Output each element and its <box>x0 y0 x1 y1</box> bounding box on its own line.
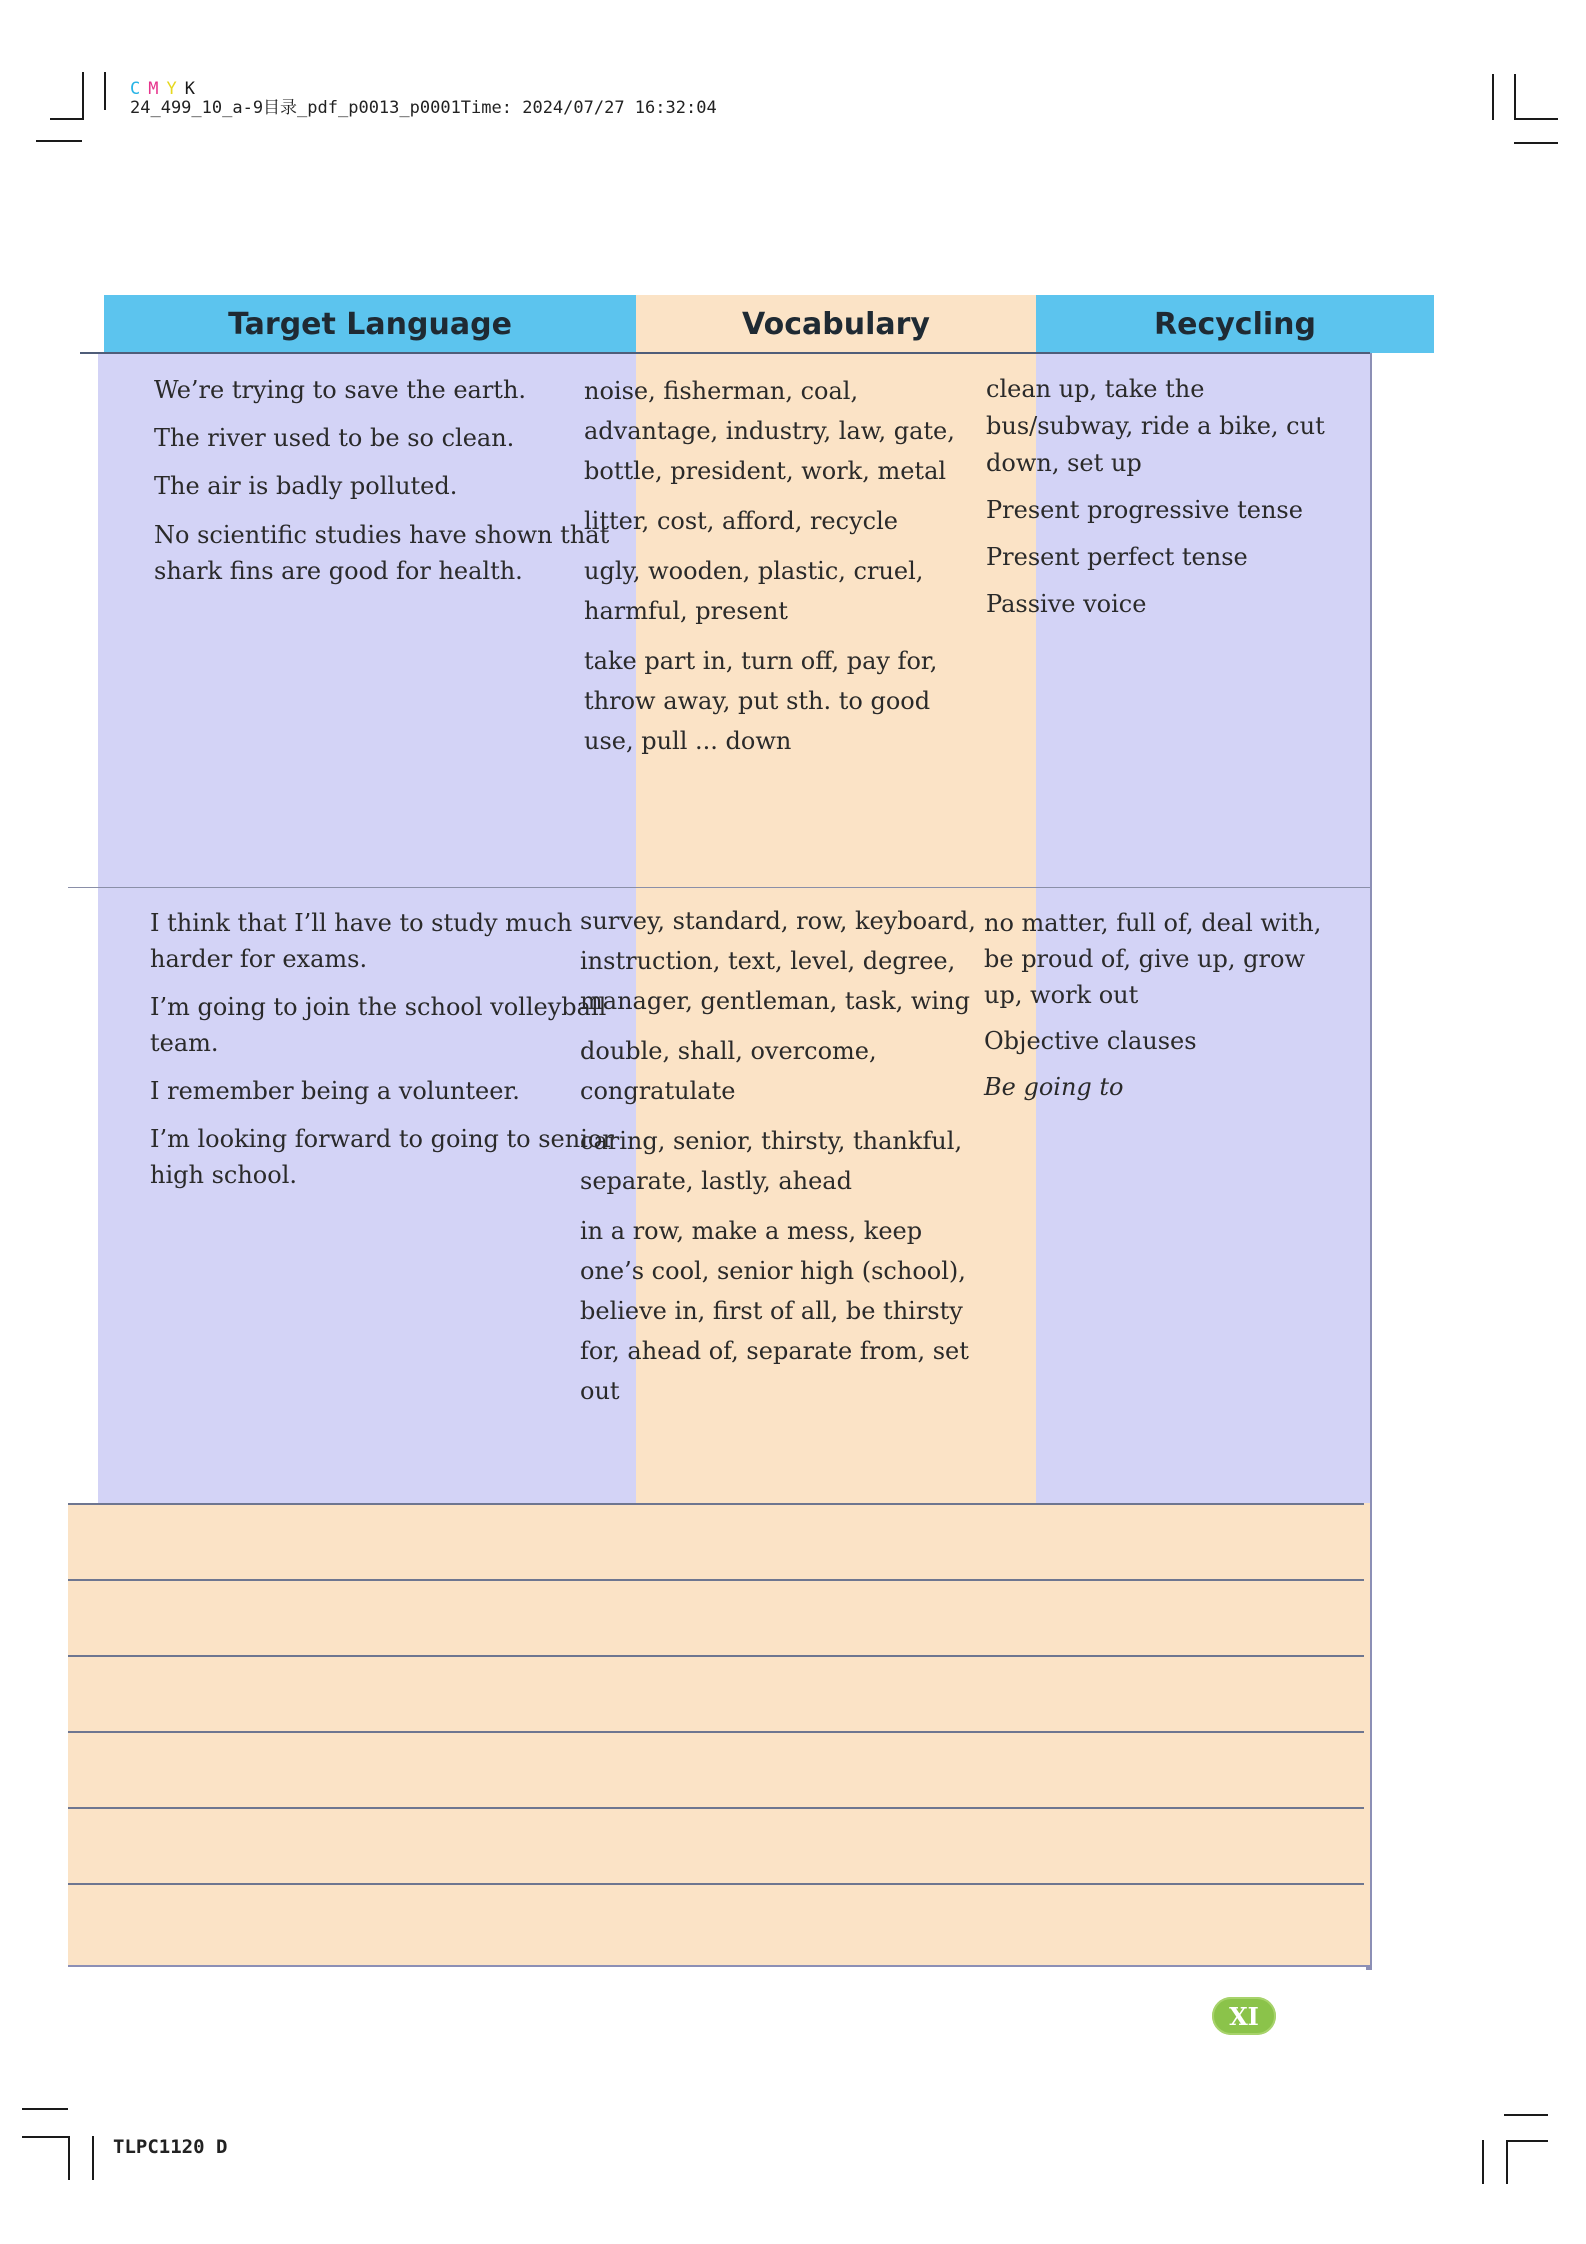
list-item: Objective clauses <box>984 1027 1197 1055</box>
print-info <box>130 80 717 118</box>
row2-recycling <box>984 905 1346 1115</box>
list-item: take part in, turn off, pay for, throw away, put sth. to good use, pull ... down <box>584 647 938 755</box>
list-item: in a row, make a mess, keep one’s cool, senior high (school), believe in, first of all, be thirsty for, ahead of, separate from, set out <box>580 1217 969 1405</box>
list-item: Present progressive tense <box>986 496 1303 524</box>
list-item: Be going to <box>984 1073 1124 1101</box>
cmyk-registration <box>130 80 717 99</box>
list-item: caring, senior, thirsty, thankful, separate, lastly, ahead <box>580 1127 963 1195</box>
writing-line <box>68 1579 1364 1581</box>
row2-target-language <box>150 905 620 1203</box>
list-item: ugly, wooden, plastic, cruel, harmful, present <box>584 557 924 625</box>
cmyk-k: K <box>184 79 195 99</box>
syllabus-table <box>68 295 1370 1967</box>
page-number-badge: XI <box>1212 1997 1276 2035</box>
row2-vocabulary <box>580 901 990 1421</box>
list-item: The river used to be so clean. <box>154 424 515 452</box>
list-item: Present perfect tense <box>986 543 1248 571</box>
row1-target-language <box>154 373 614 599</box>
cmyk-y: Y <box>166 79 177 99</box>
list-item: I remember being a volunteer. <box>150 1077 520 1105</box>
header-vocabulary: Vocabulary <box>636 295 1036 353</box>
list-item: litter, cost, afford, recycle <box>584 507 898 535</box>
list-item: I’m looking forward to going to senior high school. <box>150 1125 614 1189</box>
writing-line <box>68 1655 1364 1657</box>
writing-line <box>68 1807 1364 1809</box>
list-item: I’m going to join the school volleyball team. <box>150 993 607 1057</box>
row1-recycling <box>986 371 1358 633</box>
list-item: double, shall, overcome, congratulate <box>580 1037 877 1105</box>
print-info-line: 24_499_10_a-9目录_pdf_p0013_p0001Time: 2024/07/27 16:32:04 <box>130 98 717 118</box>
list-item: We’re trying to save the earth. <box>154 376 527 404</box>
list-item: no matter, full of, deal with, be proud of, give up, grow up, work out <box>984 909 1322 1009</box>
header-divider <box>80 352 1370 354</box>
writing-line <box>68 1731 1364 1733</box>
list-item: Passive voice <box>986 590 1147 618</box>
footer-code: TLPC1120 D <box>113 2136 228 2158</box>
writing-line <box>68 1883 1364 1885</box>
row-divider <box>68 887 1370 888</box>
row1-vocabulary-text <box>584 371 984 771</box>
writing-area <box>68 1503 1370 1965</box>
list-item: clean up, take the bus/subway, ride a bike, cut down, set up <box>986 375 1325 477</box>
writing-line <box>68 1503 1364 1505</box>
list-item: noise, fisherman, coal, advantage, industry, law, gate, bottle, president, work, metal <box>584 377 955 485</box>
list-item: survey, standard, row, keyboard, instruction, text, level, degree, manager, gentleman, task, wing <box>580 907 976 1015</box>
list-item: The air is badly polluted. <box>154 472 458 500</box>
header-recycling: Recycling <box>1036 295 1434 353</box>
header-target-language: Target Language <box>104 295 636 353</box>
list-item: I think that I’ll have to study much harder for exams. <box>150 909 573 973</box>
list-item: No scientific studies have shown that shark fins are good for health. <box>154 521 610 585</box>
cmyk-m: M <box>148 79 159 99</box>
cmyk-c: C <box>130 79 141 99</box>
